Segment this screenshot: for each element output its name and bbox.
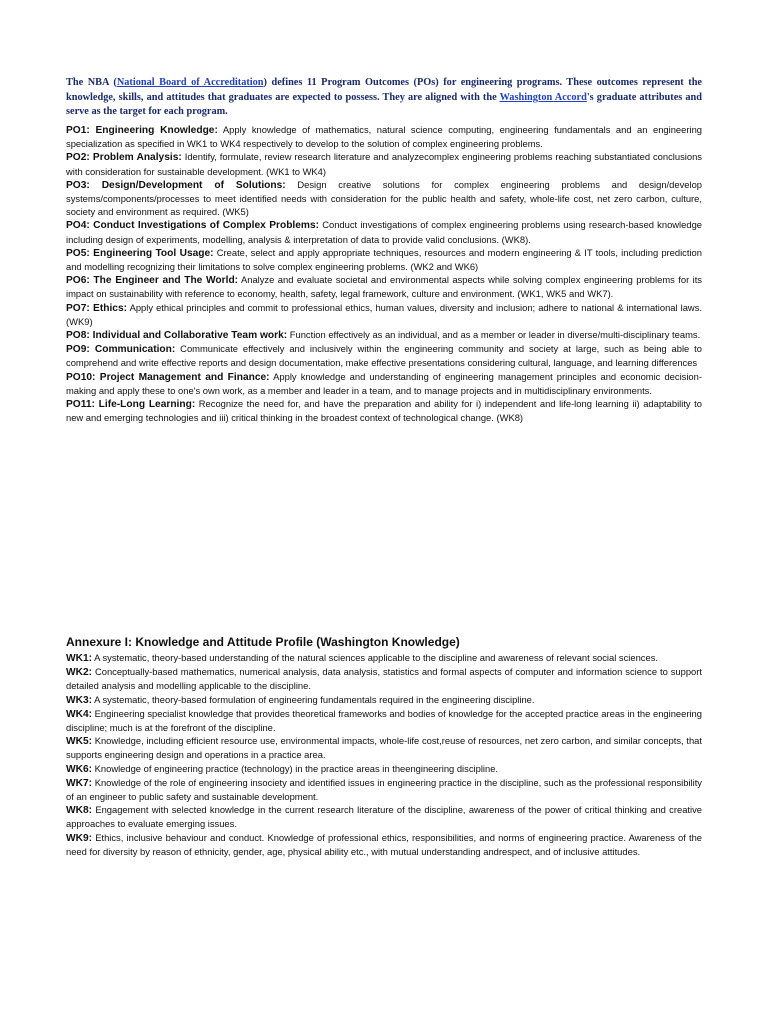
- po-description: Apply knowledge of mathematics, natural science computing, engineering fundamentals and an engineering specialization as specified in WK1 to WK4 respectively to develop to the solution of complex engineering problems.: [66, 124, 702, 150]
- po-description: Conduct investigations of complex engineering problems using research-based knowledge including design of experiments, modelling, analysis & interpretation of data to provide valid conclusions. (WK8).: [66, 219, 702, 245]
- po-item-11: [66, 397, 702, 424]
- wk-description: Conceptually-based mathematics, numerical analysis, data analysis, statistics and formal aspects of computer and information science to support detailed analysis and modelling applicable to the discipline.: [66, 666, 702, 692]
- wk-item-5: [66, 734, 702, 761]
- po-item-9: [66, 342, 702, 369]
- po-description: Communicate effectively and inclusively within the engineering community and society at large, such as being able to comprehend and write effective reports and design documentation, make effective presentations considering cultural, language, and learning differences: [66, 343, 702, 369]
- po-term: PO1: Engineering Knowledge:: [66, 125, 218, 136]
- po-term: PO8: Individual and Collaborative Team work:: [66, 330, 288, 342]
- po-term: PO7: Ethics:: [66, 302, 128, 314]
- wk-item-8: [66, 803, 702, 830]
- wk-item-1: [66, 651, 702, 665]
- wk-term: WK3:: [66, 694, 93, 706]
- wk-term: WK4:: [66, 708, 93, 720]
- po-term: PO6: The Engineer and The World:: [66, 275, 239, 287]
- wk-description: Knowledge, including efficient resource use, environmental impacts, whole-life cost,reuse of resources, net zero carbon, and similar concepts, that supports engineering design and operations in a practice area.: [66, 735, 702, 761]
- washington-accord-link[interactable]: Washington Accord: [499, 91, 587, 103]
- wk-description: Engagement with selected knowledge in the current research literature of the discipline, awareness of the power of critical thinking and creative approaches to evaluate emerging issues.: [66, 804, 702, 830]
- po-item-4: [66, 218, 702, 245]
- intro-text-3: 's graduate attributes and serve as the target for each program.: [66, 91, 702, 118]
- po-item-6: [66, 273, 702, 300]
- wk-item-7: [66, 776, 702, 803]
- po-term: PO4: Conduct Investigations of Complex Problems:: [66, 220, 320, 232]
- wk-term: WK1:: [66, 653, 93, 664]
- po-term: PO5: Engineering Tool Usage:: [66, 247, 214, 259]
- po-description: Apply ethical principles and commit to professional ethics, human values, diversity and inclusion; adhere to national & international laws. (WK9): [66, 301, 702, 327]
- po-term: PO9: Communication:: [66, 344, 176, 356]
- po-item-5: [66, 246, 702, 273]
- wk-description: A systematic, theory-based formulation of engineering fundamentals required in the engineering discipline.: [92, 693, 535, 705]
- wk-description: A systematic, theory-based understanding of the natural sciences applicable to the discipline and awareness of relevant social sciences.: [92, 652, 658, 663]
- intro-paragraph: [66, 76, 702, 120]
- wk-item-4: [66, 707, 702, 734]
- nba-link[interactable]: National Board of Accreditation: [116, 77, 264, 89]
- wk-term: WK7:: [66, 777, 93, 789]
- wk-description: Knowledge of the role of engineering insociety and identified issues in engineering practice in the discipline, such as the professional responsibility of an engineer to public safety and sustainable development.: [66, 776, 702, 803]
- po-description: Function effectively as an individual, and as a member or leader in diverse/multi-disciplinary teams.: [287, 329, 701, 341]
- intro-text-1: The NBA (: [66, 77, 117, 89]
- wk-description: Ethics, inclusive behaviour and conduct. Knowledge of professional ethics, responsibilities, and norms of engineering practice. Awareness of the need for diversity by reason of ethnicity, gender, age, physical ability etc., with mutual understanding andrespect, and of inclusive attitudes.: [66, 831, 702, 857]
- po-term: PO11: Life-Long Learning:: [66, 399, 196, 411]
- wk-term: WK6:: [66, 763, 93, 775]
- po-item-3: [66, 178, 702, 219]
- wk-term: WK5:: [66, 736, 93, 748]
- po-item-1: [66, 123, 702, 150]
- po-item-10: [66, 370, 702, 397]
- po-description: Analyze and evaluate societal and environmental aspects while solving complex engineering problems for its impact on sustainability with reference to economy, health, safety, legal framework, culture and environment. (WK1, WK5 and WK7).: [66, 274, 702, 300]
- intro-text-2: ) defines 11 Program Outcomes (POs) for engineering programs. These outcomes represent the knowledge, skills, and attitudes that graduates are expected to possess. They are aligned with the: [66, 77, 702, 103]
- wk-term: WK2:: [66, 667, 93, 679]
- wk-description: Engineering specialist knowledge that provides theoretical frameworks and bodies of knowledge for the accepted practice areas in the engineering discipline; much is at the forefront of the discipline.: [66, 707, 702, 734]
- po-term: PO3: Design/Development of Solutions:: [66, 179, 286, 191]
- po-item-7: [66, 301, 702, 328]
- annexure-title: Annexure I: Knowledge and Attitude Profile (Washington Knowledge): [66, 635, 460, 649]
- wk-term: WK8:: [66, 805, 93, 817]
- po-item-8: [66, 328, 702, 342]
- po-term: PO10: Project Management and Finance:: [66, 371, 270, 383]
- po-description: Identify, formulate, review research literature and analyzecomplex engineering problems reaching substantiated conclusions with consideration for sustainable development. (WK1 to WK4): [66, 151, 702, 177]
- po-description: Recognize the need for, and have the preparation and ability for i) independent and life-long learning ii) adaptability to new and emerging technologies and iii) critical thinking in the broadest context of technological change. (WK8): [66, 398, 702, 424]
- po-description: Create, select and apply appropriate techniques, resources and modern engineering & IT tools, including prediction and modelling recognizing their limitations to solve complex engineering problems. (WK2 and WK6): [66, 246, 702, 273]
- po-item-2: [66, 150, 702, 177]
- wk-term: WK9:: [66, 832, 93, 844]
- po-description: Design creative solutions for complex engineering problems and design/develop systems/components/processes to meet identified needs with consideration for the public health and safety, whole-life cost, net zero carbon, culture, society and environment as required. (WK5): [66, 178, 703, 218]
- po-description: Apply knowledge and understanding of engineering management principles and economic decision-making and apply these to one's own work, as a member and leader in a team, and to manage projects and in multidisciplinary environments.: [66, 370, 702, 396]
- washington-knowledge-list: [66, 651, 702, 858]
- wk-item-6: [66, 762, 702, 776]
- wk-item-2: [66, 665, 702, 692]
- wk-item-3: [66, 693, 702, 707]
- wk-item-9: [66, 831, 702, 858]
- wk-description: Knowledge of engineering practice (technology) in the practice areas in theengineering discipline.: [92, 762, 499, 774]
- po-term: PO2: Problem Analysis:: [66, 152, 182, 164]
- program-outcomes-list: [66, 123, 702, 424]
